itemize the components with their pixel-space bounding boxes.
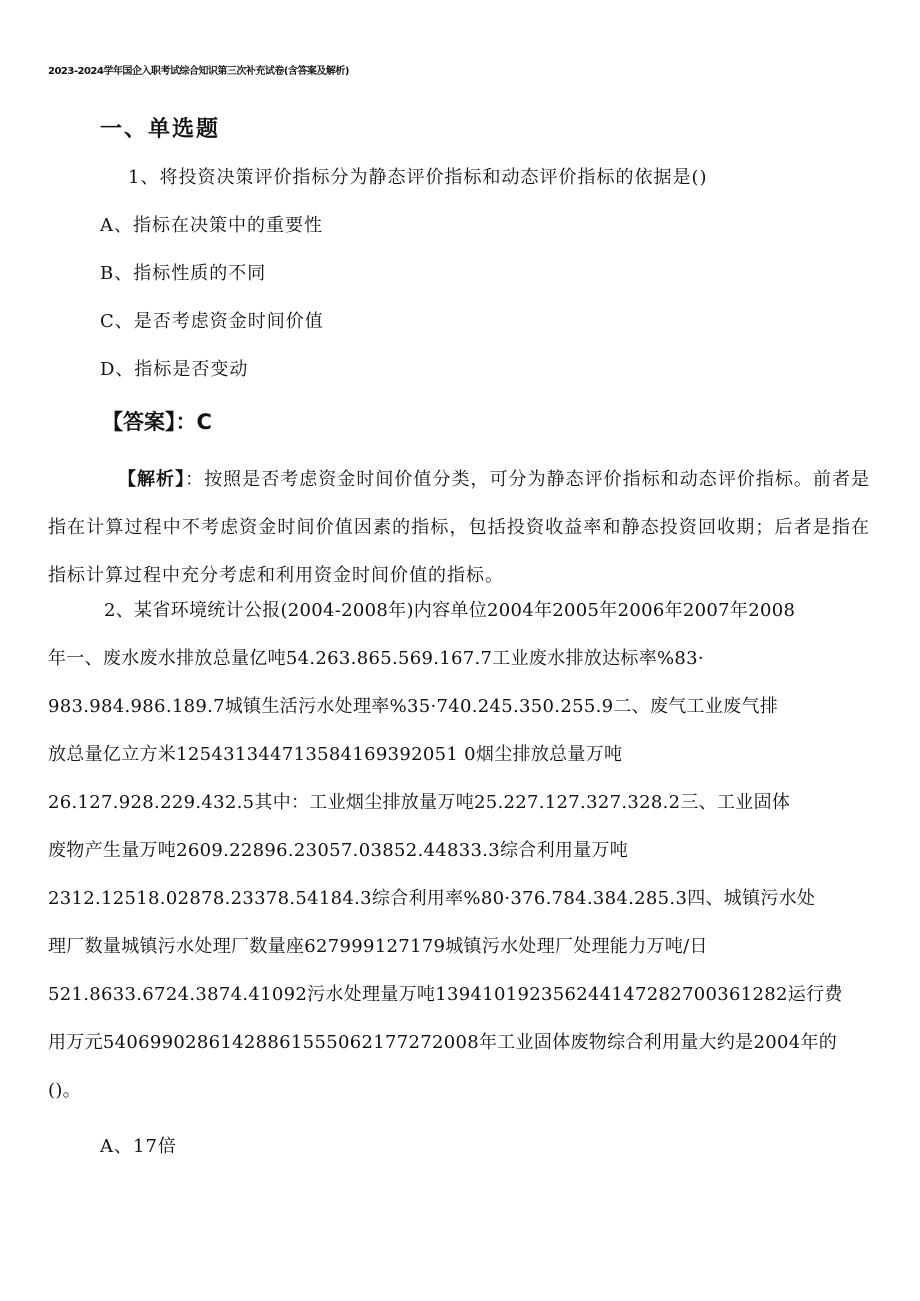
- question-2-line: 理厂数量城镇污水处理厂数量座627999127179城镇污水处理厂处理能力万吨/日: [48, 936, 708, 957]
- question-2-line: 521.8633.6724.3874.41092污水处理量万吨139410192356244147282700361282运行费: [48, 984, 843, 1005]
- question-2-line: 年一、废水废水排放总量亿吨54.263.865.569.167.7工业废水排放达标率%83·: [48, 648, 704, 669]
- question-2-line: 983.984.986.189.7城镇生活污水处理率%35·740.245.350.255.9二、废气工业废气排: [48, 696, 779, 717]
- question-2-line: 2、某省环境统计公报(2004-2008年)内容单位2004年2005年2006年2007年2008: [104, 600, 796, 621]
- question-1-answer: 【答案】：C: [102, 410, 212, 434]
- question-2-line: 废物产生量万吨2609.22896.23057.03852.44833.3综合利用量万吨: [48, 840, 629, 861]
- question-1-option-a: A、指标在决策中的重要性: [100, 215, 323, 236]
- document-title: 2023-2024学年国企入职考试综合知识第三次补充试卷(含答案及解析): [48, 66, 349, 77]
- question-1-analysis: [48, 456, 870, 600]
- question-1-option-c: C、是否考虑资金时间价值: [100, 311, 324, 332]
- question-1-option-b: B、指标性质的不同: [100, 263, 267, 284]
- section-heading: 一、单选题: [100, 117, 221, 142]
- question-2-line: 26.127.928.229.432.5其中：工业烟尘排放量万吨25.227.127.327.328.2三、工业固体: [48, 792, 791, 813]
- question-1-option-d: D、指标是否变动: [100, 359, 249, 380]
- question-2-line: ()。: [48, 1080, 81, 1101]
- question-2-option-a: A、17倍: [100, 1136, 177, 1157]
- question-2-line: 2312.12518.02878.23378.54184.3综合利用率%80·376.784.384.285.3四、城镇污水处: [48, 888, 816, 909]
- question-2-line: 用万元54069902861428861555062177272008年工业固体废物综合利用量大约是2004年的: [48, 1032, 838, 1053]
- analysis-label: 【解析】: [118, 469, 186, 490]
- question-1-stem: 1、将投资决策评价指标分为静态评价指标和动态评价指标的依据是(): [128, 167, 708, 188]
- analysis-text: ：按照是否考虑资金时间价值分类，可分为静态评价指标和动态评价指标。前者是指在计算过程中不考虑资金时间价值因素的指标，包括投资收益率和静态投资回收期；后者是指在指标计算过程中充分考虑和利用资金时间价值的指标。: [48, 469, 871, 586]
- question-2: [48, 599, 870, 1127]
- question-2-line: 放总量亿立方米125431344713584169392051 0烟尘排放总量万吨: [48, 744, 623, 765]
